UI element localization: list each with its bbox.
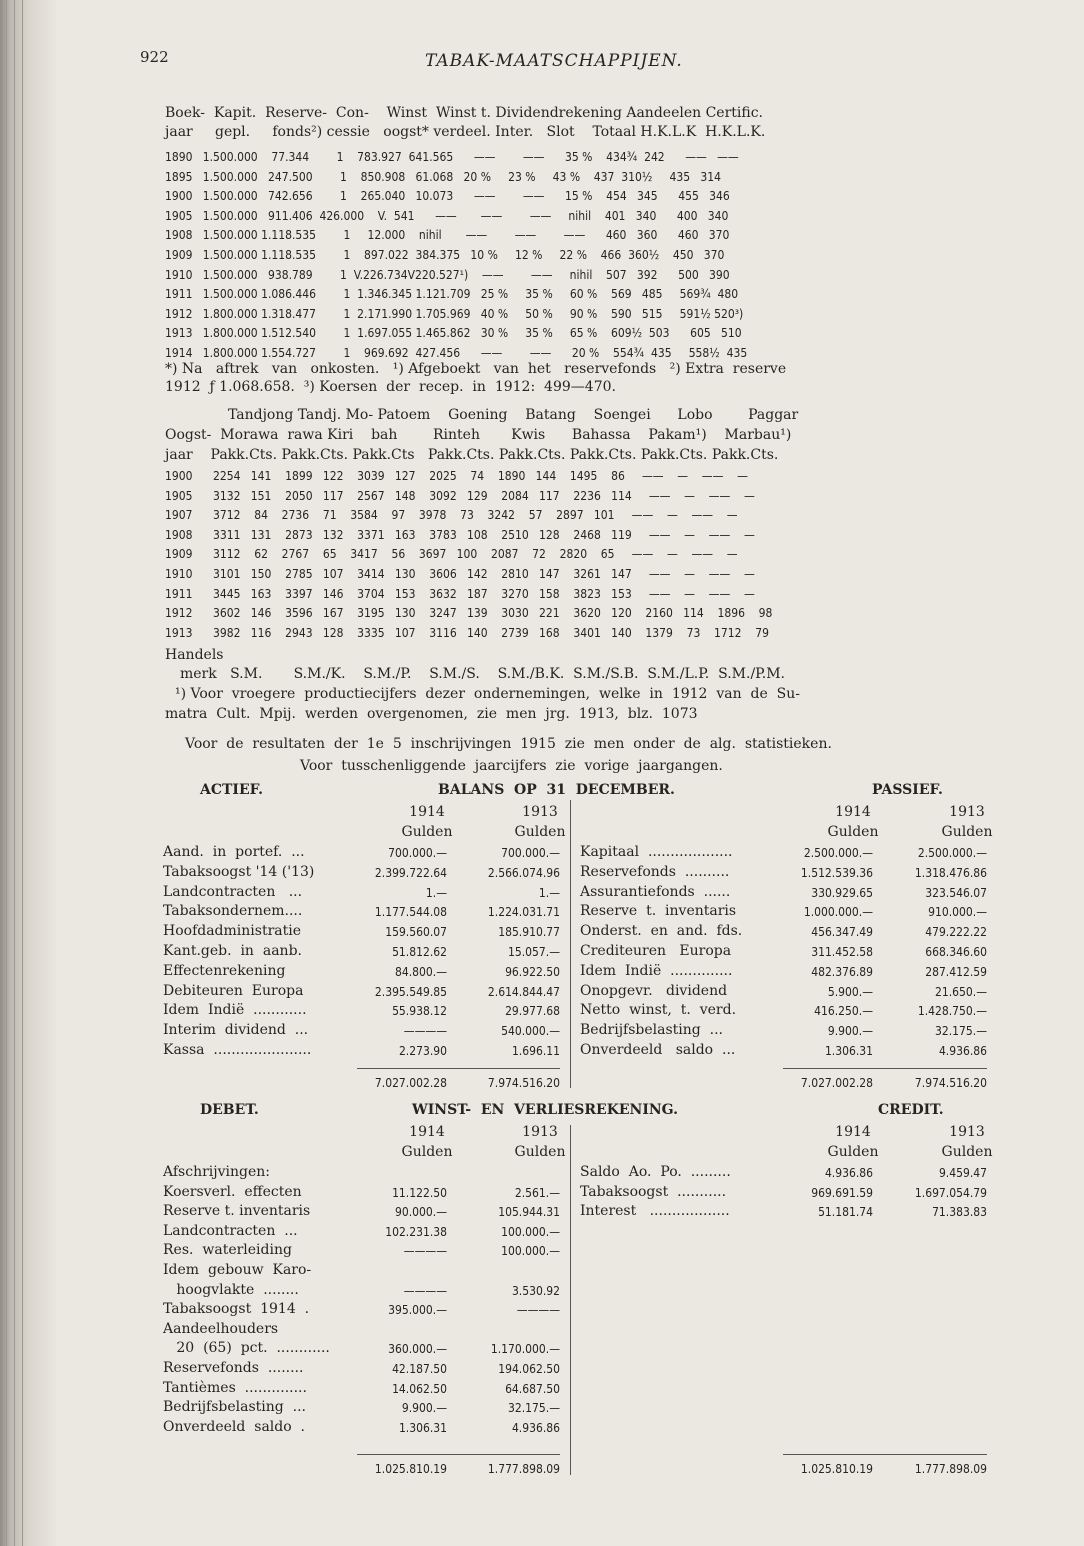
wv-right-title: CREDIT.	[878, 1102, 944, 1118]
ledger-value-1913: 1.170.000.—	[490, 1342, 560, 1357]
ledger-value-1914: 55.938.12	[392, 1004, 447, 1019]
ledger-value-1913: ————	[516, 1303, 560, 1318]
ledger-value-1913: 2.566.074.96	[487, 865, 560, 880]
ledger-total-1913: 7.974.516.20	[914, 1076, 987, 1090]
ledger-label: 20 (65) pct. ............	[163, 1340, 330, 1357]
ledger-value-1913: 29.977.68	[505, 1004, 560, 1019]
ledger-value-1914: 395.000.—	[388, 1303, 447, 1318]
ledger-label: Interest ..................	[580, 1203, 730, 1220]
currency-header: Gulden	[827, 824, 879, 840]
ledger-label: Reserve t. inventaris	[580, 903, 737, 920]
ledger-label: Res. waterleiding	[163, 1242, 292, 1259]
ledger-value-1914: 360.000.—	[388, 1342, 447, 1357]
balance-left-title: ACTIEF.	[200, 782, 264, 798]
ledger-value-1913: 540.000.—	[501, 1024, 560, 1039]
ledger-value-1914: ————	[403, 1244, 447, 1259]
year-header: 1913	[522, 804, 558, 820]
ledger-label: Kassa ......................	[163, 1042, 312, 1058]
page-edge-line	[22, 0, 23, 1546]
ledger-value-1913: 185.910.77	[498, 925, 560, 940]
ledger-value-1914: 9.900.—	[827, 1024, 873, 1039]
wv-title: WINST- EN VERLIESREKENING.	[412, 1102, 679, 1118]
ledger-label: Crediteuren Europa	[580, 943, 732, 959]
total-rule	[783, 1454, 987, 1455]
ledger-total-1914: 7.027.002.28	[374, 1076, 447, 1090]
table2-row: 1910 3101 150 2785 107 3414 130 3606 142 2810 147 3261 147 —— — —— —	[165, 567, 755, 581]
currency-header: Gulden	[514, 824, 566, 840]
ledger-value-1914: 5.900.—	[827, 984, 873, 999]
ledger-label: Idem Indië ..............	[580, 962, 733, 979]
ledger-value-1913: 668.346.60	[925, 945, 987, 959]
ledger-value-1914: ————	[403, 1024, 447, 1039]
table1-row: 1912 1.800.000 1.318.477 1 2.171.990 1.705.969 40 % 50 % 90 % 590 515 591½ 520³)	[165, 306, 744, 321]
ledger-value-1913: 3.530.92	[511, 1283, 560, 1298]
ledger-value-1914: 2.395.549.85	[374, 984, 447, 999]
ledger-label: Reserve t. inventaris	[163, 1203, 311, 1220]
currency-header: Gulden	[941, 1144, 993, 1160]
ledger-value-1914: 1.—	[425, 885, 447, 900]
ledger-label: Hoofdadministratie	[163, 923, 302, 940]
table2-row: 1907 3712 84 2736 71 3584 97 3978 73 3242 57 2897 101 —— — —— —	[165, 508, 738, 523]
ledger-label: Tantièmes ..............	[163, 1379, 307, 1396]
wv-left-title: DEBET.	[200, 1102, 259, 1118]
table1-row: 1895 1.500.000 247.500 1 850.908 61.068 20 % 23 % 43 % 437 310½ 435 314	[165, 169, 721, 184]
book-gutter-edge	[0, 0, 56, 1546]
ledger-value-1913: 1.697.054.79	[914, 1185, 987, 1200]
ledger-total-1913: 1.777.898.09	[487, 1462, 560, 1476]
ledger-value-1914: 969.691.59	[811, 1185, 873, 1200]
table2-row: 1908 3311 131 2873 132 3371 163 3783 108 2510 128 2468 119 —— — —— —	[165, 527, 755, 542]
ledger-label: Onderst. en and. fds.	[580, 923, 743, 940]
ledger-value-1913: 32.175.—	[935, 1024, 987, 1039]
year-header: 1914	[409, 804, 445, 820]
table1-header-row1: Boek- Kapit. Reserve- Con- Winst Winst t. Dividendrekening Aandeelen Certific.	[165, 105, 764, 121]
table2-header-row1: Tandjong Tandj. Mo- Patoem Goening Batang Soengei Lobo Paggar	[228, 407, 799, 423]
ledger-value-1914: 456.347.49	[811, 925, 873, 940]
ledger-value-1914: 159.560.07	[385, 925, 447, 940]
ledger-label: Tabaksoogst 1914 .	[163, 1301, 310, 1318]
table2-row: 1911 3445 163 3397 146 3704 153 3632 187 3270 158 3823 153 —— — —— —	[165, 586, 755, 601]
footnote-line: matra Cult. Mpij. werden overgenomen, zie men jrg. 1913, blz. 1073	[165, 706, 698, 722]
ledger-value-1914: 1.177.544.08	[374, 905, 447, 920]
currency-header: Gulden	[514, 1144, 566, 1160]
total-rule	[357, 1068, 560, 1069]
ledger-value-1914: 416.250.—	[814, 1004, 873, 1019]
ledger-label: Onverdeeld saldo ...	[580, 1042, 736, 1058]
table1-row: 1890 1.500.000 77.344 1 783.927 641.565 —— —— 35 % 434¾ 242 —— ——	[165, 150, 739, 164]
ledger-label: Onopgevr. dividend	[580, 982, 728, 999]
footnote-line: ¹) Voor vroegere productiecijfers dezer ondernemingen, welke in 1912 van de Su-	[175, 686, 801, 702]
ledger-label: Tabaksoogst '14 ('13)	[163, 863, 315, 880]
table1-row: 1913 1.800.000 1.512.540 1 1.697.055 1.465.862 30 % 35 % 65 % 609½ 503 605 510	[165, 326, 742, 341]
ledger-value-1913: 9.459.47	[938, 1166, 987, 1180]
table1-row: 1908 1.500.000 1.118.535 1 12.000 nihil —— —— —— 460 360 460 370	[165, 228, 730, 243]
ledger-value-1914: 311.452.58	[811, 945, 873, 959]
ledger-label: Landcontracten ...	[163, 883, 303, 900]
total-rule	[783, 1068, 987, 1069]
ledger-value-1914: 2.399.722.64	[374, 865, 447, 880]
handels-label: Handels	[165, 647, 224, 663]
ledger-value-1914: 482.376.89	[811, 964, 873, 979]
ledger-value-1914: 2.500.000.—	[803, 846, 873, 860]
ledger-value-1913: 64.687.50	[505, 1381, 560, 1396]
running-head: TABAK-MAATSCHAPPIJEN.	[425, 51, 683, 71]
ledger-value-1913: 2.561.—	[514, 1185, 560, 1200]
note-line: Voor de resultaten der 1e 5 inschrijvingen 1915 zie men onder de alg. statistieken.	[185, 736, 832, 752]
table1-row: 1905 1.500.000 911.406 426.000 V. 541 —— —— —— nihil 401 340 400 340	[165, 208, 729, 223]
ledger-value-1913: 2.500.000.—	[917, 846, 987, 860]
ledger-value-1914: 2.273.90	[398, 1044, 447, 1058]
ledger-label: Reservefonds ..........	[580, 863, 730, 880]
ledger-divider	[570, 1125, 571, 1475]
ledger-value-1913: 287.412.59	[925, 964, 987, 979]
ledger-value-1913: 1.224.031.71	[487, 905, 560, 920]
ledger-label: Kapitaal ...................	[580, 844, 733, 860]
ledger-value-1913: 700.000.—	[501, 846, 560, 860]
ledger-total-1914: 1.025.810.19	[800, 1462, 873, 1476]
table2-row: 1912 3602 146 3596 167 3195 130 3247 139 3030 221 3620 120 2160 114 1896 98	[165, 606, 773, 621]
ledger-label: Tabaksoogst ...........	[580, 1183, 727, 1200]
ledger-label: Saldo Ao. Po. .........	[580, 1164, 731, 1180]
currency-header: Gulden	[401, 1144, 453, 1160]
ledger-value-1914: 84.800.—	[395, 964, 447, 979]
ledger-label: Tabaksondernem....	[163, 903, 303, 920]
ledger-value-1913: 2.614.844.47	[487, 984, 560, 999]
ledger-value-1914: 700.000.—	[388, 846, 447, 860]
ledger-value-1914: 1.512.539.36	[800, 865, 873, 880]
footnote-line: *) Na aftrek van onkosten. ¹) Afgeboekt van het reservefonds ²) Extra reserve	[165, 361, 787, 377]
ledger-label: Bedrijfsbelasting ...	[580, 1022, 724, 1039]
ledger-value-1914: 4.936.86	[824, 1166, 873, 1180]
ledger-value-1913: 15.057.—	[508, 945, 560, 959]
ledger-value-1914: 330.929.65	[811, 885, 873, 900]
ledger-total-1913: 1.777.898.09	[914, 1462, 987, 1476]
currency-header: Gulden	[401, 824, 453, 840]
ledger-value-1913: 479.222.22	[925, 925, 987, 940]
balance-right-title: PASSIEF.	[872, 782, 943, 798]
ledger-label: Idem gebouw Karo-	[163, 1262, 312, 1278]
ledger-value-1914: 42.187.50	[392, 1362, 447, 1376]
page-number: 922	[140, 48, 169, 66]
ledger-label: Idem Indië ............	[163, 1002, 307, 1019]
year-header: 1914	[835, 1124, 871, 1140]
ledger-label: Koersverl. effecten	[163, 1183, 302, 1200]
table2-row: 1900 2254 141 1899 122 3039 127 2025 74 1890 144 1495 86 —— — —— —	[165, 469, 748, 483]
ledger-value-1914: 51.181.74	[818, 1205, 873, 1220]
table2-header-row2: Oogst- Morawa rawa Kiri bah Rinteh Kwis Bahassa Pakam¹) Marbau¹)	[165, 427, 792, 443]
ledger-label: Effectenrekening	[163, 962, 286, 979]
ledger-label: Kant.geb. in aanb.	[163, 943, 302, 959]
ledger-value-1913: 71.383.83	[932, 1205, 987, 1220]
handelsmerk-row: merk S.M. S.M./K. S.M./P. S.M./S. S.M./B.K. S.M./S.B. S.M./L.P. S.M./P.M.	[180, 666, 785, 682]
ledger-value-1914: 9.900.—	[401, 1401, 447, 1416]
ledger-value-1913: 323.546.07	[925, 885, 987, 900]
ledger-value-1914: ————	[403, 1283, 447, 1298]
ledger-label: Reservefonds ........	[163, 1360, 304, 1376]
ledger-total-1914: 7.027.002.28	[800, 1076, 873, 1090]
table1-row: 1910 1.500.000 938.789 1 V.226.734V220.527¹) —— —— nihil 507 392 500 390	[165, 267, 730, 282]
ledger-value-1913: 194.062.50	[498, 1362, 560, 1376]
ledger-value-1913: 96.922.50	[505, 964, 560, 979]
year-header: 1913	[949, 804, 985, 820]
page-edge-line	[14, 0, 15, 1546]
ledger-value-1913: 100.000.—	[501, 1244, 560, 1259]
ledger-total-1913: 7.974.516.20	[487, 1076, 560, 1090]
ledger-value-1914: 90.000.—	[395, 1205, 447, 1220]
ledger-value-1914: 1.306.31	[824, 1044, 873, 1058]
ledger-value-1913: 4.936.86	[938, 1044, 987, 1058]
ledger-value-1913: 1.696.11	[511, 1044, 560, 1058]
ledger-label: Onverdeeld saldo .	[163, 1418, 306, 1435]
ledger-label: Aandeelhouders	[163, 1320, 279, 1337]
ledger-value-1913: 105.944.31	[498, 1205, 560, 1220]
balance-title: BALANS OP 31 DECEMBER.	[438, 782, 675, 798]
currency-header: Gulden	[941, 824, 993, 840]
ledger-label: Interim dividend ...	[163, 1022, 309, 1039]
year-header: 1913	[522, 1124, 558, 1140]
ledger-value-1914: 14.062.50	[392, 1381, 447, 1396]
ledger-value-1913: 100.000.—	[501, 1224, 560, 1239]
ledger-value-1914: 51.812.62	[392, 945, 447, 959]
ledger-label: Landcontracten ...	[163, 1222, 298, 1239]
ledger-value-1914: 1.000.000.—	[803, 905, 873, 920]
ledger-value-1914: 1.306.31	[398, 1420, 447, 1435]
table1-row: 1911 1.500.000 1.086.446 1 1.346.345 1.121.709 25 % 35 % 60 % 569 485 569¾ 480	[165, 287, 739, 302]
ledger-label: Bedrijfsbelasting ...	[163, 1399, 307, 1416]
page-edge-line	[6, 0, 7, 1546]
ledger-label: hoogvlakte ........	[163, 1281, 299, 1298]
table1-row: 1909 1.500.000 1.118.535 1 897.022 384.375 10 % 12 % 22 % 466 360½ 450 370	[165, 248, 725, 262]
ledger-value-1913: 21.650.—	[935, 984, 987, 999]
ledger-value-1913: 1.—	[538, 885, 560, 900]
year-header: 1913	[949, 1124, 985, 1140]
ledger-value-1914: 102.231.38	[385, 1224, 447, 1239]
footnote-line: 1912 ƒ 1.068.658. ³) Koersen der recep. in 1912: 499—470.	[165, 379, 616, 395]
ledger-divider	[570, 800, 571, 1088]
table1-row: 1900 1.500.000 742.656 1 265.040 10.073 —— —— 15 % 454 345 455 346	[165, 189, 730, 204]
ledger-label: Netto winst, t. verd.	[580, 1002, 737, 1019]
table2-row: 1913 3982 116 2943 128 3335 107 3116 140 2739 168 3401 140 1379 73 1712 79	[165, 625, 769, 640]
total-rule	[357, 1454, 560, 1455]
table1-row: 1914 1.800.000 1.554.727 1 969.692 427.456 —— —— 20 % 554¾ 435 558½ 435	[165, 346, 748, 360]
note-line: Voor tusschenliggende jaarcijfers zie vorige jaargangen.	[300, 758, 723, 774]
ledger-value-1914: 11.122.50	[392, 1185, 447, 1200]
table2-row: 1909 3112 62 2767 65 3417 56 3697 100 2087 72 2820 65 —— — —— —	[165, 547, 738, 562]
ledger-total-1914: 1.025.810.19	[374, 1462, 447, 1476]
table1-header-row2: jaar gepl. fonds²) cessie oogst* verdeel. Inter. Slot Totaal H.K.L.K H.K.L.K.	[165, 124, 766, 140]
ledger-value-1913: 4.936.86	[511, 1420, 560, 1435]
table2-header-row3: jaar Pakk.Cts. Pakk.Cts. Pakk.Cts Pakk.Cts. Pakk.Cts. Pakk.Cts. Pakk.Cts. Pakk.Cts.	[165, 447, 779, 463]
ledger-value-1913: 32.175.—	[508, 1401, 560, 1416]
ledger-value-1913: 910.000.—	[928, 905, 987, 920]
currency-header: Gulden	[827, 1144, 879, 1160]
ledger-label: Aand. in portef. ...	[163, 844, 305, 860]
table2-row: 1905 3132 151 2050 117 2567 148 3092 129 2084 117 2236 114 —— — —— —	[165, 488, 755, 503]
ledger-label: Afschrijvingen:	[163, 1164, 270, 1180]
ledger-value-1913: 1.318.476.86	[914, 865, 987, 880]
ledger-value-1913: 1.428.750.—	[917, 1004, 987, 1019]
ledger-label: Assurantiefonds ......	[580, 883, 731, 900]
ledger-label: Debiteuren Europa	[163, 982, 304, 999]
year-header: 1914	[409, 1124, 445, 1140]
year-header: 1914	[835, 804, 871, 820]
